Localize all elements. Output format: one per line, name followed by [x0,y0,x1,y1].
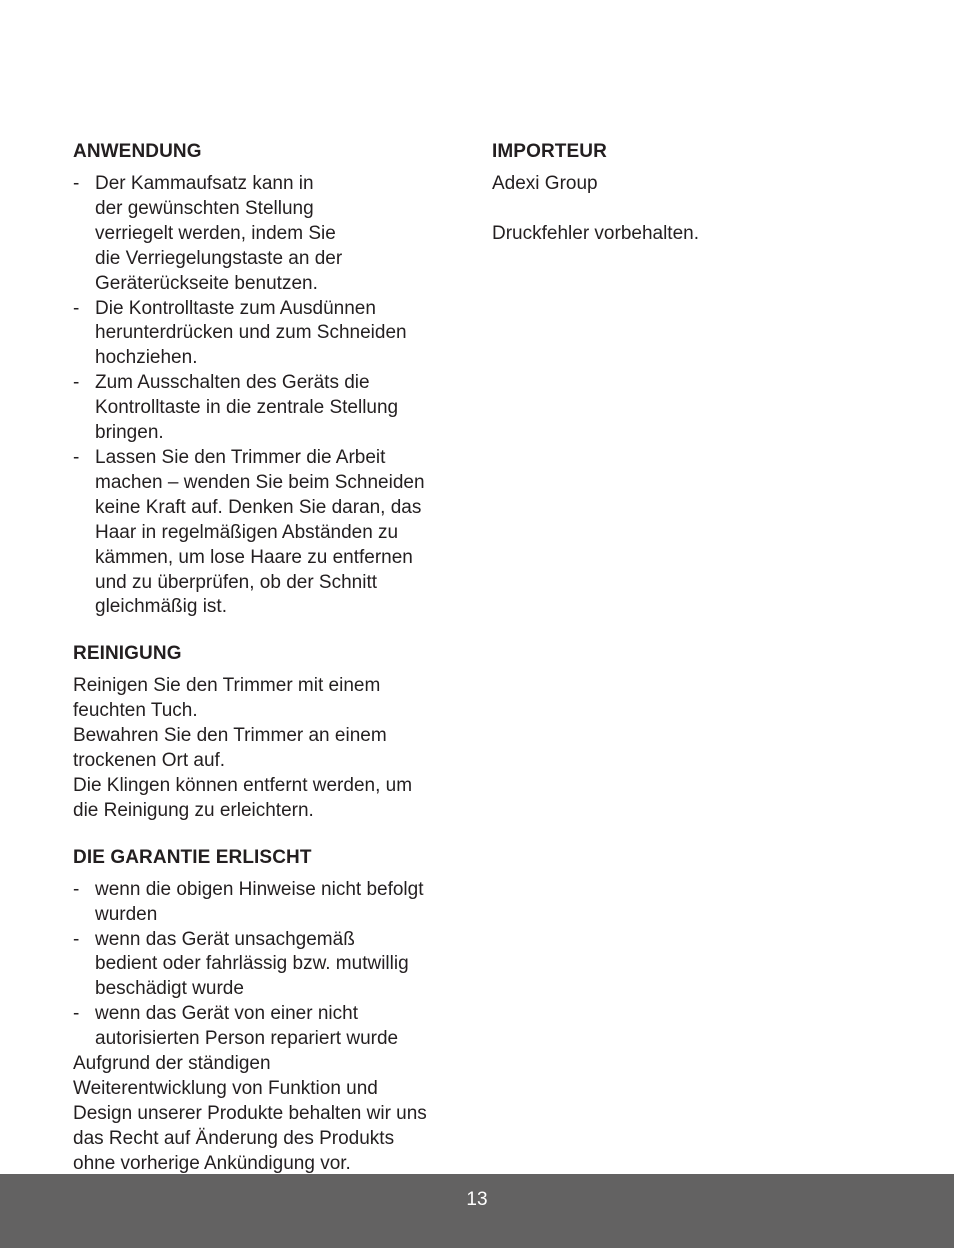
page-number: 13 [466,1189,488,1210]
list-bullet: - [73,928,80,950]
list-bullet: - [73,372,80,394]
list-bullet: - [73,446,80,468]
list-item [73,1002,473,1052]
list-bullet: - [73,173,80,194]
list-bullet: - [73,297,80,319]
list-item [73,172,473,297]
list-item-text: wenn das Gerät von einer nicht autorisierten Person repariert wurde [95,1003,399,1050]
garantie-list [73,878,473,1052]
heading-importeur: IMPORTEUR [492,141,607,162]
section-importeur [492,140,892,247]
list-bullet: - [73,1003,80,1025]
list-item [73,371,473,446]
heading-garantie: DIE GARANTIE ERLISCHT [73,846,312,868]
list-item-text: wenn das Gerät unsachgemäß bedient oder fahrlässig bzw. mutwillig beschädigt wurde [95,928,409,1000]
list-item [73,928,473,1003]
garantie-text: Aufgrund der ständigen Weiterentwicklung von Funktion und Design unserer Produkte behalten wir uns das Recht auf Änderung des Produkts ohne vorherige Ankündigung vor. [73,1053,427,1174]
anwendung-list [73,172,473,620]
list-item-text: wenn die obigen Hinweise nicht befolgt wurden [95,878,424,925]
section-anwendung [73,140,473,620]
section-garantie [73,846,473,1177]
importeur-company: Adexi Group [492,173,598,194]
list-item [73,446,473,620]
right-column [492,140,892,247]
list-item-text: Lassen Sie den Trimmer die Arbeit machen – wenden Sie beim Schneiden keine Kraft auf. Denken Sie daran, das Haar in regelmäßigen Abständen zu kämmen, um lose Haare zu entfernen und zu überprüfen, ob der Schnitt gleichmäßig ist. [95,446,425,618]
line-spacer [492,197,892,222]
section-reinigung [73,642,473,823]
list-item-text: Der Kammaufsatz kann in der gewünschten Stellung verriegelt werden, indem Sie die Verriegelungstaste an der Geräterückseite benutzen. [95,173,343,294]
page-footer [0,1174,954,1248]
reinigung-text: Reinigen Sie den Trimmer mit einem feuchten Tuch. Bewahren Sie den Trimmer an einem trockenen Ort auf. Die Klingen können entfernt werden, um die Reinigung zu erleichtern. [73,675,413,821]
list-item [73,297,473,372]
heading-reinigung: REINIGUNG [73,643,182,665]
list-item-text: Zum Ausschalten des Geräts die Kontrolltaste in die zentrale Stellung bringen. [95,372,399,444]
list-item-text: Die Kontrolltaste zum Ausdünnen herunterdrücken und zum Schneiden hochziehen. [95,297,407,369]
section-spacer [73,620,473,642]
importeur-note: Druckfehler vorbehalten. [492,222,699,244]
heading-anwendung: ANWENDUNG [73,141,202,162]
left-column [73,140,473,1177]
section-spacer [73,824,473,846]
list-item [73,878,473,928]
list-bullet: - [73,878,80,900]
